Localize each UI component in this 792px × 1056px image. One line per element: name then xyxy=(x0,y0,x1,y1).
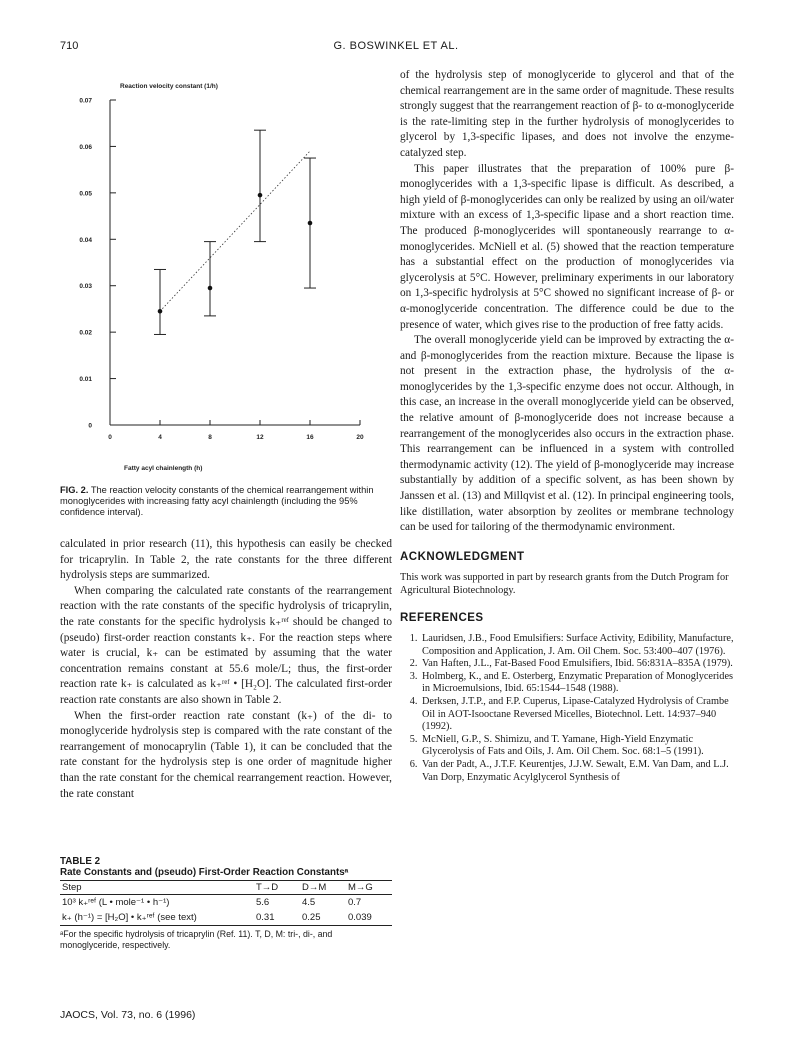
x-tick-label: 12 xyxy=(256,434,264,441)
data-point xyxy=(208,286,213,291)
x-tick-label: 20 xyxy=(356,434,364,441)
y-tick-label: 0.07 xyxy=(79,97,92,105)
figure-2 xyxy=(60,72,400,492)
acknowledgment-text: This work was supported in part by research grants from the Dutch Program for Agricultural Biotechnology. xyxy=(400,572,729,597)
x-tick-label: 16 xyxy=(306,434,314,441)
y-tick-label: 0.03 xyxy=(79,283,92,291)
table-cell-label: 10³ k₊ʳᵉᶠ (L • mole⁻¹ • h⁻¹) xyxy=(62,897,170,908)
table-cell: 4.5 xyxy=(302,897,316,908)
figure-caption xyxy=(60,485,392,518)
caption-label: FIG. 2. xyxy=(60,485,89,495)
reaction-velocity-chart xyxy=(60,72,400,482)
table-cell: 0.039 xyxy=(346,910,392,926)
y-tick-label: 0.01 xyxy=(79,376,92,384)
y-axis-label: Reaction velocity constant (1/h) xyxy=(120,83,218,90)
acknowledgment-heading: ACKNOWLEDGMENT xyxy=(400,550,525,563)
table-cell-label: k₊ (h⁻¹) = [H₂O] • k₊ʳᵉᶠ (see text) xyxy=(60,910,254,926)
left-paragraph-2: When comparing the calculated rate constants of the rearrangement reaction with the rate constants of the specific hydrolysis of tricaprylin, the rate constants for the specific hydrolysis k₊ʳᵉᶠ should be changed to (pseudo) first-order reaction constants k₊. For the reaction steps where water is crucial, k₊ can be estimated by assuming that the water concentration remains constant at 55.6 mole/L; thus, the first-order reaction rate k₊ is calculated as k₊ʳᵉᶠ • [H₂O]. The calculated first-order reaction rate constants are also shown in Table 2. xyxy=(60,584,392,706)
right-paragraph-1: of the hydrolysis step of monoglyceride to glycerol and that of the chemical rearrangement are in the same order of magnitude. These results strongly suggest that the rearrangement reaction of β- to α-monoglyceride is the rate-limiting step in the further hydrolysis of monoglycerides to glycerol by 1,3-specific lipases, and does not involve the enzyme-catalyzed step. xyxy=(400,69,734,159)
y-tick-label: 0.05 xyxy=(79,190,92,198)
references-list xyxy=(400,633,734,784)
data-point xyxy=(158,309,163,314)
table-header-d-m: D→M xyxy=(300,881,346,895)
reference-item: 1. Lauridsen, J.B., Food Emulsifiers: Surface Activity, Edibility, Manufacture, Composition and Application, J. Am. Oil Chem. Soc. 53:400–407 (1976). xyxy=(420,633,734,658)
table-cell: 0.7 xyxy=(348,897,362,908)
journal-footer: JAOCS, Vol. 73, no. 6 (1996) xyxy=(60,1009,196,1021)
reference-item: 2. Van Haften, J.L., Fat-Based Food Emulsifiers, Ibid. 56:831A–835A (1979). xyxy=(420,658,734,671)
references-heading: REFERENCES xyxy=(400,612,484,625)
data-point xyxy=(308,221,313,226)
right-paragraph-2: This paper illustrates that the preparation of 100% pure β-monoglycerides with a 1,3-specific lipase is difficult. As described, a high yield of β-monoglycerides can only be realized by using an oil/water mixture with an excess of 1,3-specific lipase and a short reaction time. The produced β-monoglycerides will spontaneously rearrange to α-monoglycerides. McNiell et al. (5) showed that the reaction temperature has a substantial effect on the production of monoglycerides via glycerolysis at 5°C. However, preliminary experiments in our laboratory on 1,3-specific hydrolysis at 5°C showed no significant increase of β- or α-monoglyceride concentration. The difference could be due to the presence of water, which gives rise to the production of free fatty acids. xyxy=(400,162,734,331)
table-header-m-g: M→G xyxy=(346,881,392,895)
x-axis-label: Fatty acyl chainlength (h) xyxy=(124,465,203,472)
y-tick-label: 0.04 xyxy=(79,236,92,244)
x-tick-label: 0 xyxy=(108,434,112,441)
left-paragraph-1: calculated in prior research (11), this hypothesis can easily be checked for tricaprylin. In Table 2, the rate constants for the three different hydrolysis steps are summarized. xyxy=(60,538,392,582)
table-2 xyxy=(60,856,392,950)
reference-item: 3. Holmberg, K., and E. Osterberg, Enzymatic Preparation of Monoglycerides in Microemulsions, Ibid. 65:1544–1548 (1988). xyxy=(420,671,734,696)
x-tick-label: 8 xyxy=(208,434,212,441)
table-row xyxy=(60,895,392,911)
y-tick-label: 0.02 xyxy=(79,329,92,337)
table-cell: 0.31 xyxy=(254,910,300,926)
x-tick-label: 4 xyxy=(158,434,162,441)
reference-item: 6. Van der Padt, A., J.T.F. Keurentjes, J.J.W. Sewalt, E.M. Van Dam, and L.J. Van Dorp, Enzymatic Acylglycerol Synthesis of xyxy=(420,759,734,784)
y-tick-label: 0 xyxy=(88,422,92,430)
table-cell: 0.25 xyxy=(300,910,346,926)
left-paragraph-3: When the first-order reaction rate constant (k₊) of the di- to monoglyceride hydrolysis step is compared with the rate constant of the rearrangement of monocaprylin (Table 1), it can be concluded that the rate constant for the hydrolysis step is one order of magnitude higher than the rate constant for the chemical rearrangement reaction. However, the rate constant xyxy=(60,709,392,800)
caption-text: The reaction velocity constants of the chemical rearrangement within monoglycerides with increasing fatty acyl chainlength (including the 95% confidence interval). xyxy=(60,485,374,517)
table-title: Rate Constants and (pseudo) First-Order Reaction Constantsᵃ xyxy=(60,867,349,878)
running-header xyxy=(60,40,732,56)
reference-item: 4. Derksen, J.T.P., and F.P. Cuperus, Lipase-Catalyzed Hydrolysis of Crambe Oil in AOT-Isooctane Reversed Micelles, Biotechnol. Lett. 14:937–940 (1992). xyxy=(420,696,734,734)
right-paragraph-3: The overall monoglyceride yield can be improved by extracting the α- and β-monoglycerides from the reaction mixture. Because the lipase is not present in the extraction phase, the hydrolysis of the α-monoglycerides by the 1,3-specific enzyme does not occur. Although, in this case, an increase in the overall monoglyceride yield can be observed, the relative amount of β-monoglyceride does not increase because a rearrangement of the monoglycerides also occurs in the extraction phase. This rearrangement can be influenced in a system with controlled thermodynamic activity (12). The yield of β-monoglyceride may increase substantially by addition of a specific solvent, as has been shown by Janssen et al. (13) and Millqvist et al. (12). In principal engineering tools, like distillation, water absorption by zeolites or membrane technology can be used for tailoring of the thermodynamic environment. xyxy=(400,334,734,534)
page-number: 710 xyxy=(60,40,79,52)
table-header-t-d: T→D xyxy=(254,881,300,895)
reference-item: 5. McNiell, G.P., S. Shimizu, and T. Yamane, High-Yield Enzymatic Glycerolysis of Fats and Oils, J. Am. Oil Chem. Soc. 68:1–5 (1991). xyxy=(420,734,734,759)
table-label: TABLE 2 xyxy=(60,856,101,867)
left-column-text xyxy=(60,537,392,802)
trend-line xyxy=(160,151,310,311)
table-footnote: ᵃFor the specific hydrolysis of tricaprylin (Ref. 11). T, D, M: tri-, di-, and monoglyceride, respectively. xyxy=(60,929,333,950)
table-header-step: Step xyxy=(60,881,254,895)
running-head: G. BOSWINKEL ET AL. xyxy=(333,40,459,52)
table-cell: 5.6 xyxy=(256,897,270,908)
rate-constants-table xyxy=(60,880,392,926)
y-tick-label: 0.06 xyxy=(79,143,92,151)
data-point xyxy=(258,193,263,198)
right-column-text xyxy=(400,68,734,784)
table-row xyxy=(60,910,392,926)
